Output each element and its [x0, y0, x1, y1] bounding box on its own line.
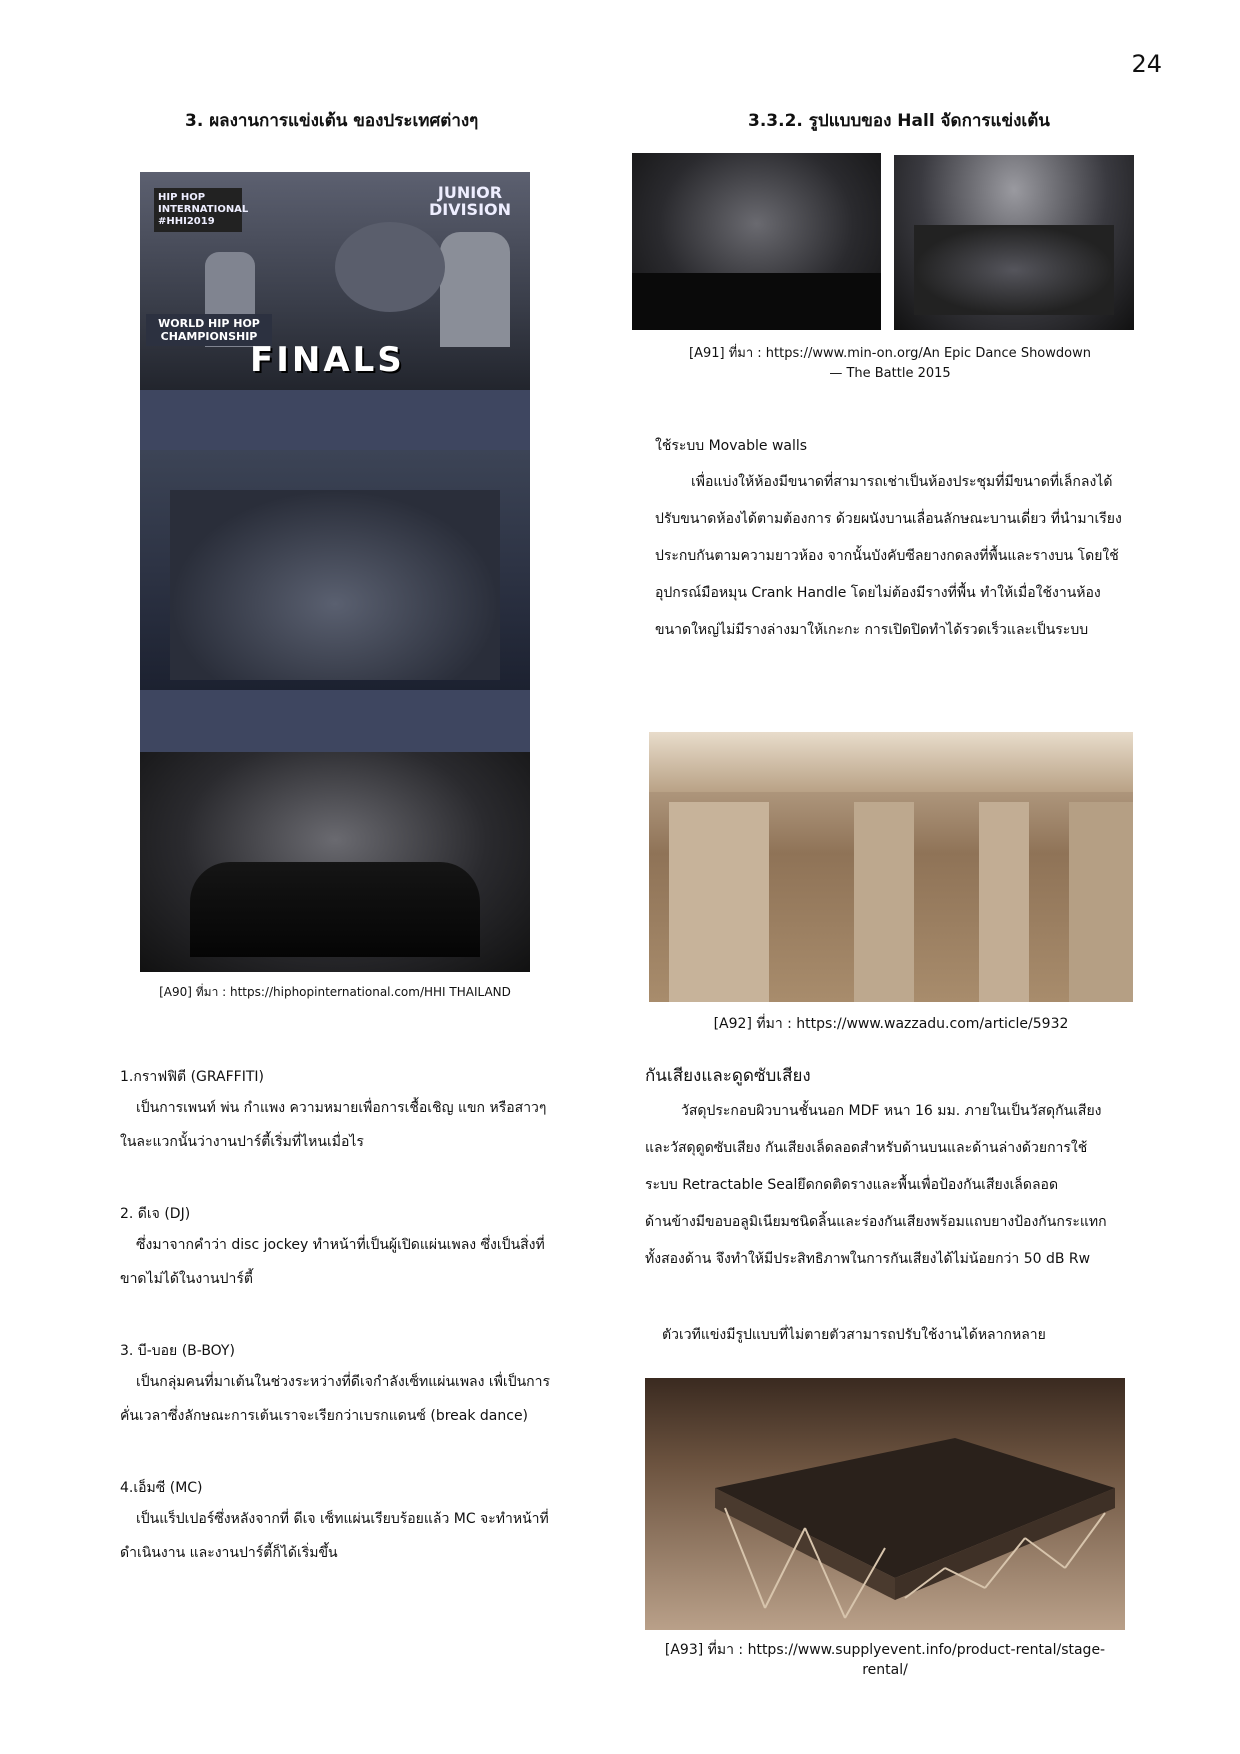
item-line: ดำเนินงาน และงานปาร์ตี้ก็ได้เริ่มขึ้น [120, 1545, 338, 1561]
wall-panel [854, 802, 914, 1002]
list-item-mc [120, 1475, 560, 1568]
hhi-logo-text: HIP HOP INTERNATIONAL #HHI2019 [154, 188, 242, 232]
movable-line: ประกบกันตามความยาวห้อง จากนั้นบังคับซีลยางกดลงที่พื้นและรางบน โดยใช้ [655, 548, 1119, 564]
wall-panel [979, 802, 1029, 1002]
item-line: คั่นเวลาซึ่งลักษณะการเต้นเราจะเรียกว่าเบรกแดนซ์ (break dance) [120, 1408, 529, 1424]
item-title: 3. บี-บอย (B-BOY) [120, 1343, 235, 1359]
caption-a91 [640, 344, 1140, 384]
sound-line: ระบบ Retractable Sealยึดกดติดรางและพื้นเพื่อป้องกันเสียงเล็ดลอด [645, 1177, 1059, 1193]
item-line: ในละแวกนั้นว่างานปาร์ตี้เริ่มที่ไหนเมื่อไร [120, 1134, 364, 1150]
caption-a92: [A92] ที่มา : https://www.wazzadu.com/article/5932 [713, 1016, 1069, 1032]
item-line: เป็นการเพนท์ พ่น กำแพง ความหมายเพื่อการเชื้อเชิญ แขก หรือสาวๆ [136, 1100, 547, 1116]
item-line: ซึ่งมาจากคำว่า disc jockey ทำหน้าที่เป็นผู้เปิดแผ่นเพลง ซึ่งเป็นสิ่งที่ [136, 1237, 545, 1253]
sound-line: ทั้งสองด้าน จึงทำให้มีประสิทธิภาพในการกันเสียงได้ไม่น้อยกว่า 50 dB Rw [645, 1251, 1091, 1267]
movable-walls-title: ใช้ระบบ Movable walls [655, 438, 808, 454]
thailand-championship-photo [140, 752, 530, 972]
spacer-band [140, 690, 530, 752]
movable-line: ปรับขนาดห้องได้ตามต้องการ ด้วยผนังบานเลื่อนลักษณะบานเดี่ยว ที่นำมาเรียง [655, 511, 1122, 527]
soundproof-section [645, 1093, 1140, 1278]
wall-panel [669, 802, 769, 1002]
item-line: ขาดไม่ได้ในงานปาร์ตี้ [120, 1271, 253, 1287]
ballroom-movable-walls-photo [649, 732, 1133, 1002]
item-line: เป็นกลุ่มคนที่มาเต้นในช่วงระหว่างที่ดีเจกำลังเซ็ทแผ่นเพลง เพื่เป็นการ [136, 1374, 551, 1390]
audience-silhouette [632, 273, 881, 330]
sound-line: และวัสดุดูดซับเสียง กันเสียงเล็ดลอดสำหรับด้านบนและด้านล่างด้วยการใช้ [645, 1140, 1088, 1156]
right-heading: 3.3.2. รูปแบบของ Hall จัดการแข่งเต้น [748, 111, 1050, 131]
dance-showdown-photo [894, 155, 1134, 330]
stage-screen [335, 222, 445, 312]
sound-line: วัสดุประกอบผิวบานชั้นนอก MDF หนา 16 มม. ภายในเป็นวัสดุกันเสียง [681, 1103, 1102, 1119]
ceiling-lights [649, 732, 1133, 792]
item-title: 4.เอ็มซี (MC) [120, 1480, 203, 1496]
junior-division-text: JUNIOR DIVISION [428, 183, 512, 219]
list-item-graffiti [120, 1064, 560, 1157]
caption-a91-line2: — The Battle 2015 [829, 366, 951, 381]
movable-walls-section [655, 428, 1135, 649]
left-heading: 3. ผลงานการแข่งเต้น ของประเทศต่างๆ [185, 111, 479, 131]
list-item-bboy [120, 1338, 560, 1431]
wall-panel [1069, 802, 1133, 1002]
competition-collage-image [140, 172, 530, 972]
item-title: 1.กราฟฟิตี (GRAFFITI) [120, 1069, 265, 1085]
stage-platform-drawing [645, 1378, 1125, 1630]
item-title: 2. ดีเจ (DJ) [120, 1206, 191, 1222]
soundproof-title: กันเสียงและดูดซับเสียง [645, 1066, 811, 1086]
modular-stage-photo [645, 1378, 1125, 1630]
stage-description: ตัวเวทีแข่งมีรูปแบบที่ไม่ตายตัวสามารถปรับใช้งานได้หลากหลาย [662, 1327, 1046, 1343]
movable-line: เพื่อแบ่งให้ห้องมีขนาดที่สามารถเช่าเป็นห้องประชุมที่มีขนาดที่เล็กลงได้ [691, 474, 1113, 490]
hiphop-elements-list [120, 1064, 560, 1568]
championship-logo-text: WORLD HIP HOP CHAMPIONSHIP [146, 314, 272, 346]
battle-arena-photo [632, 153, 881, 330]
movable-line: ขนาดใหญ่ไม่มีรางล่างมาให้เกะกะ การเปิดปิดทำได้รวดเร็วและเป็นระบบ [655, 622, 1089, 638]
list-item-dj [120, 1201, 560, 1294]
finals-photo [140, 172, 530, 390]
caption-a90: [A90] ที่มา : https://hiphopinternational.com/HHI THAILAND [159, 985, 511, 999]
item-line: เป็นแร็ปเปอร์ซึ่งหลังจากที่ ดีเจ เซ็ทแผ่นเรียบร้อยแล้ว MC จะทำหน้าที่ [136, 1511, 549, 1527]
dancers-group [170, 490, 500, 680]
hooded-dancers [190, 862, 480, 957]
caption-a93: [A93] ที่มา : https://www.supplyevent.info/product-rental/stage-rental/ [664, 1642, 1106, 1678]
page-number: 24 [1131, 50, 1162, 78]
dancers-stage [914, 225, 1114, 315]
spacer-band [140, 390, 530, 450]
stage-pillar [440, 232, 510, 347]
caption-a91-line1: [A91] ที่มา : https://www.min-on.org/An Epic Dance Showdown [689, 346, 1091, 361]
movable-line: อุปกรณ์มือหมุน Crank Handle โดยไม่ต้องมีรางที่พื้น ทำให้เมื่อใช้งานห้อง [655, 585, 1101, 601]
sound-line: ด้านข้างมีขอบอลูมิเนียมชนิดลิ้นและร่องกันเสียงพร้อมแถบยางป้องกันกระแทก [645, 1214, 1107, 1230]
dance-team-photo [140, 450, 530, 690]
finals-text: FINALS [250, 340, 405, 380]
